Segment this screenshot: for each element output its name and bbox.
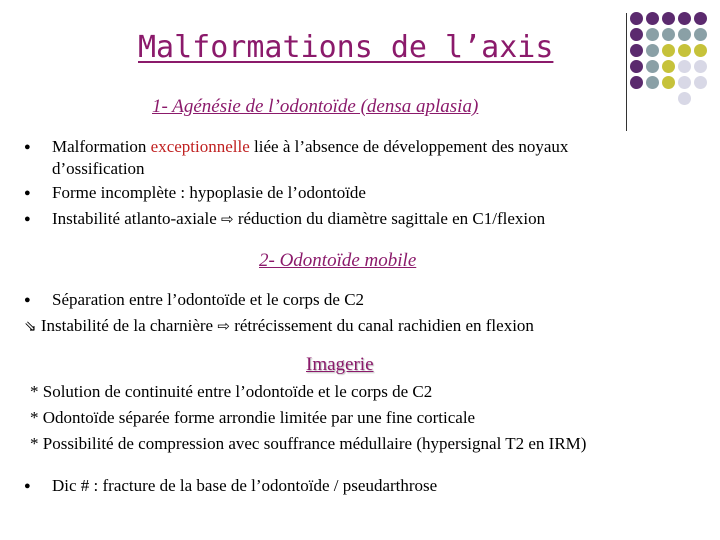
decorative-dot — [678, 44, 691, 57]
section2-bullet: Séparation entre l’odontoïde et le corps de C2 — [52, 290, 365, 309]
decorative-dot — [630, 28, 643, 41]
diagonal-arrow-icon: ⇘ — [24, 319, 37, 335]
section1-heading: 1- Agénésie de l’odontoïde (densa aplasia) — [152, 96, 479, 117]
section1-bullet-2: Forme incomplète : hypoplasie de l’odontoïde — [52, 183, 366, 202]
bullet-icon: ● — [24, 187, 31, 199]
decorative-dot — [678, 92, 691, 105]
right-arrow-icon: ⇨ — [221, 212, 234, 228]
dic-line: Dic # : fracture de la base de l’odontoïde / pseudarthrose — [52, 476, 438, 495]
bullet-icon: ● — [24, 213, 31, 225]
decorative-dot — [678, 76, 691, 89]
decorative-dot — [662, 76, 675, 89]
divider-line — [626, 13, 627, 131]
decorative-dot — [630, 60, 643, 73]
highlight-text: exceptionnelle — [150, 137, 250, 156]
decorative-dot — [630, 76, 643, 89]
slide-title: Malformations de l’axis — [138, 30, 554, 65]
bullet-text: Malformation — [52, 137, 151, 156]
right-arrow-icon: ⇨ — [217, 319, 230, 335]
decorative-dot — [694, 60, 707, 73]
decorative-dot — [678, 28, 691, 41]
decorative-dot — [646, 28, 659, 41]
bullet-text: Instabilité atlanto-axiale — [52, 209, 221, 228]
arrow-line-text: Instabilité de la charnière — [36, 316, 218, 335]
decorative-dot-grid — [630, 12, 720, 112]
decorative-dot — [646, 44, 659, 57]
decorative-dot — [694, 12, 707, 25]
decorative-dot — [678, 12, 691, 25]
decorative-dot — [662, 12, 675, 25]
bullet-text: réduction du diamètre sagittale en C1/flexion — [233, 209, 546, 228]
bullet-icon: ● — [24, 141, 31, 153]
section1-bullet-1 — [52, 136, 568, 158]
arrow-line-text: rétrécissement du canal rachidien en flexion — [229, 316, 534, 335]
decorative-dot — [646, 60, 659, 73]
section1-bullet-3 — [52, 208, 545, 231]
decorative-dot — [694, 28, 707, 41]
imagerie-heading: Imagerie — [306, 354, 374, 375]
decorative-dot — [662, 28, 675, 41]
decorative-dot — [678, 60, 691, 73]
decorative-dot — [662, 44, 675, 57]
section1-bullet-1-continuation: d’ossification — [52, 159, 145, 178]
bullet-text: liée à l’absence de développement des noyaux — [249, 137, 569, 156]
imagerie-line-3: * Possibilité de compression avec souffrance médullaire (hypersignal T2 en IRM) — [30, 434, 587, 453]
imagerie-line-1: * Solution de continuité entre l’odontoïde et le corps de C2 — [30, 382, 433, 401]
imagerie-line-2: * Odontoïde séparée forme arrondie limitée par une fine corticale — [30, 408, 476, 427]
decorative-dot — [646, 76, 659, 89]
bullet-icon: ● — [24, 294, 31, 306]
decorative-dot — [630, 12, 643, 25]
section2-heading: 2- Odontoïde mobile — [259, 250, 417, 271]
decorative-dot — [630, 44, 643, 57]
decorative-dot — [662, 60, 675, 73]
decorative-dot — [694, 76, 707, 89]
bullet-icon: ● — [24, 480, 31, 492]
section2-arrow-line — [24, 315, 534, 338]
decorative-dot — [646, 12, 659, 25]
decorative-dot — [694, 44, 707, 57]
